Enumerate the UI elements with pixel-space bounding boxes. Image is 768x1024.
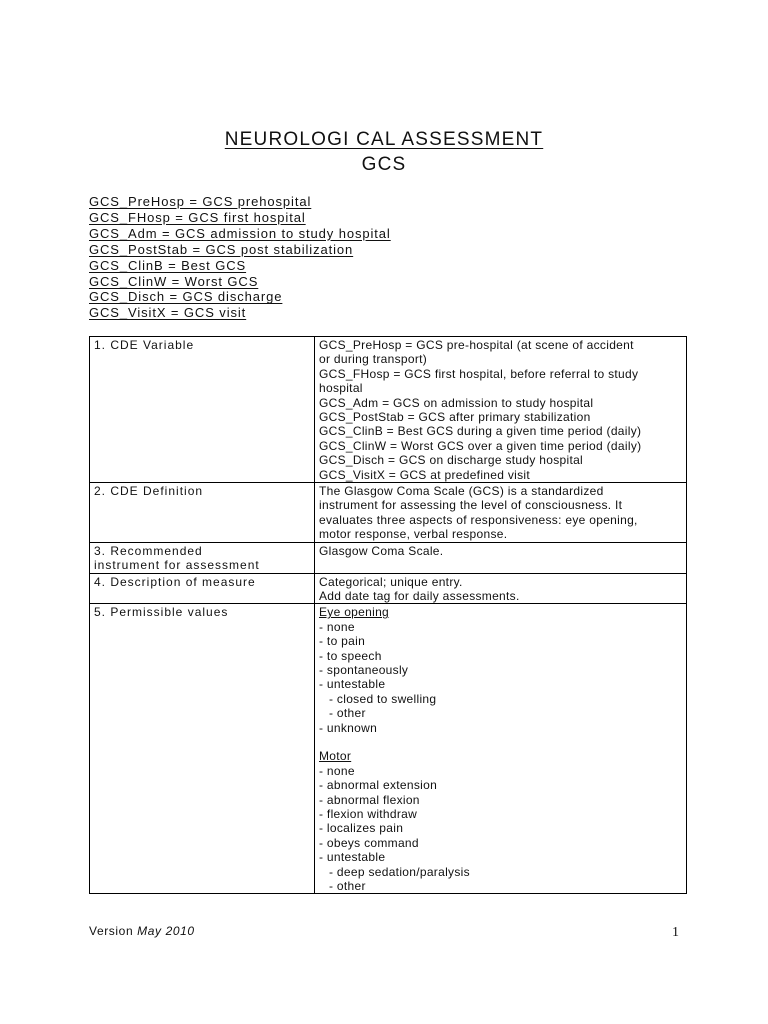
abbreviation-item: GCS_Adm = GCS admission to study hospital (89, 225, 391, 241)
row-value (315, 573, 687, 604)
value-line: Glasgow Coma Scale. (319, 543, 444, 558)
row-value (315, 337, 687, 483)
value-line: instrument for assessing the level of consciousness. It (319, 498, 623, 513)
value-line: - abnormal flexion (319, 792, 420, 807)
value-line: - to pain (319, 634, 366, 649)
value-line: GCS_FHosp = GCS first hospital, before referral to study (319, 366, 639, 381)
row-label: 4. Description of measure (90, 573, 315, 604)
label-line: 3. Recommended (94, 543, 203, 558)
table-row (90, 337, 687, 483)
value-line: - untestable (319, 850, 386, 865)
value-line: - none (319, 763, 355, 778)
value-line: Add date tag for daily assessments. (319, 588, 520, 603)
value-line: or during transport) (319, 352, 428, 367)
value-line: evaluates three aspects of responsiveness: eye opening, (319, 512, 638, 527)
value-line: Categorical; unique entry. (319, 574, 463, 589)
label-line: instrument for assessment (94, 558, 260, 573)
value-line: - flexion withdraw (319, 806, 418, 821)
value-line: GCS_Disch = GCS on discharge study hospital (319, 453, 584, 468)
value-line: GCS_ClinB = Best GCS during a given time period (daily) (319, 424, 642, 439)
value-line: - none (319, 619, 355, 634)
value-line: GCS_ClinW = Worst GCS over a given time period (daily) (319, 438, 642, 453)
value-subline: - deep sedation/paralysis (329, 864, 470, 879)
section-heading-eye-opening: Eye opening (319, 605, 390, 620)
value-line: motor response, verbal response. (319, 527, 508, 542)
table-row (90, 604, 687, 894)
abbreviation-item: GCS_VisitX = GCS visit (89, 305, 247, 321)
value-line: - unknown (319, 720, 378, 735)
abbreviation-list (89, 194, 391, 321)
abbreviation-item: GCS_PostStab = GCS post stabilization (89, 241, 354, 257)
value-line: The Glasgow Coma Scale (GCS) is a standardized (319, 484, 604, 499)
abbreviation-item: GCS_ClinW = Worst GCS (89, 273, 259, 289)
value-line: GCS_PostStab = GCS after primary stabilization (319, 410, 591, 425)
value-line: GCS_PreHosp = GCS pre-hospital (at scene of accident (319, 338, 634, 352)
value-line: - abnormal extension (319, 778, 438, 793)
value-line: - localizes pain (319, 821, 404, 836)
abbreviation-item: GCS_FHosp = GCS first hospital (89, 209, 306, 225)
row-value (315, 604, 687, 894)
version-date: May 2010 (137, 924, 195, 938)
row-label: 2. CDE Definition (90, 483, 315, 543)
section-heading-motor: Motor (319, 749, 352, 764)
abbreviation-item: GCS_ClinB = Best GCS (89, 257, 247, 273)
value-subline: - other (329, 879, 366, 894)
abbreviation-item: GCS_Disch = GCS discharge (89, 289, 283, 305)
footer-version (89, 924, 195, 938)
version-label: Version (89, 924, 134, 938)
table-row (90, 483, 687, 543)
document-title: NEUROLOGI CAL ASSESSMENT (224, 129, 544, 150)
value-line: - untestable (319, 677, 386, 692)
value-line: GCS_VisitX = GCS at predefined visit (319, 467, 531, 482)
value-subline: - closed to swelling (329, 691, 437, 706)
value-line: - to speech (319, 648, 382, 663)
row-label: 5. Permissible values (90, 604, 315, 894)
row-label: 1. CDE Variable (90, 337, 315, 483)
value-line: - spontaneously (319, 662, 409, 677)
cde-table (89, 336, 687, 894)
value-line: GCS_Adm = GCS on admission to study hospital (319, 395, 594, 410)
value-line: - obeys command (319, 835, 419, 850)
page-number: 1 (672, 925, 679, 940)
table-row (90, 573, 687, 604)
spacer (319, 735, 682, 749)
row-value (315, 483, 687, 543)
abbreviation-item: GCS_PreHosp = GCS prehospital (89, 194, 312, 209)
document-subtitle: GCS (361, 154, 407, 175)
value-subline: - other (329, 706, 366, 721)
table-row (90, 542, 687, 573)
value-line: hospital (319, 381, 363, 396)
row-label (90, 542, 315, 573)
row-value (315, 542, 687, 573)
